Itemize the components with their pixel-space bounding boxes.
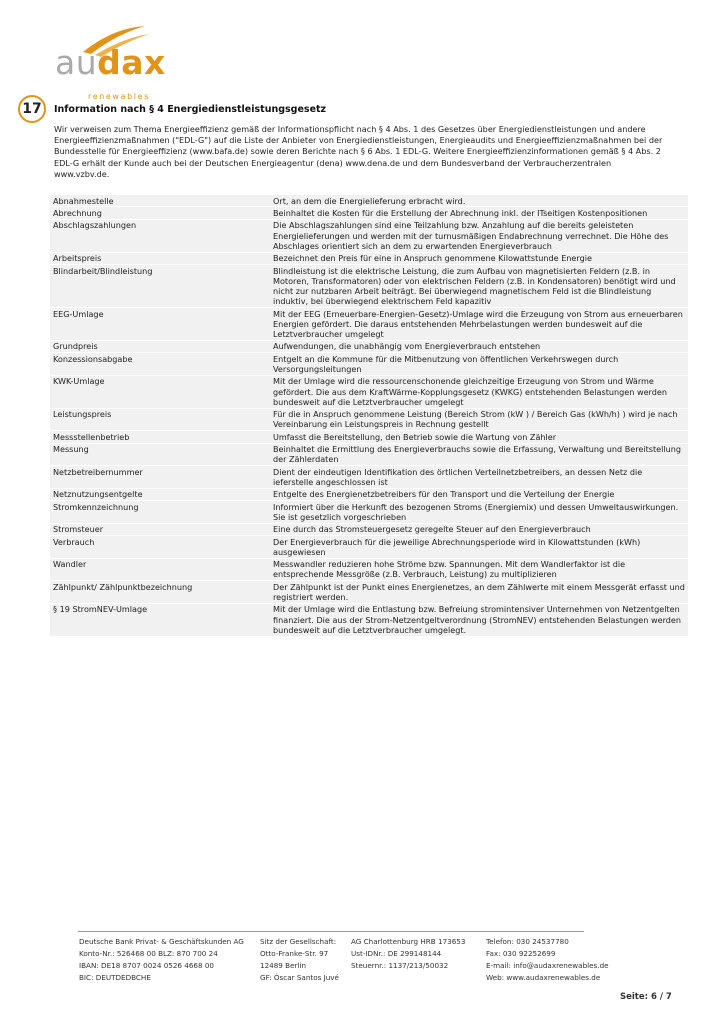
- glossary-definition: Entgelte des Energienetzbetreibers für den Transport und die Verteilung der Energie: [270, 488, 688, 500]
- glossary-row: [50, 340, 688, 352]
- glossary-term: Abnahmestelle: [50, 195, 270, 207]
- glossary-term: Netzbetreibernummer: [50, 466, 270, 489]
- footer-line: Konto-Nr.: 526468 00 BLZ: 870 700 24: [79, 949, 218, 958]
- footer-line: Steuernr.: 1137/213/50032: [351, 961, 449, 970]
- footer-line: Web: www.audaxrenewables.de: [486, 973, 601, 982]
- glossary-row: [50, 252, 688, 264]
- footer-line: Deutsche Bank Privat- & Geschäftskunden AG: [79, 937, 244, 946]
- glossary-row: [50, 195, 688, 207]
- glossary-term: Abrechnung: [50, 207, 270, 219]
- glossary-row: [50, 523, 688, 535]
- company-logo: [55, 22, 166, 101]
- glossary-definition: Der Zählpunkt ist der Punkt eines Energienetzes, an dem Zählwerte mit einem Messgerät erfasst und registriert werden.: [270, 581, 688, 604]
- glossary-term: Konzessionsabgabe: [50, 353, 270, 376]
- glossary-term: Stromkennzeichnung: [50, 501, 270, 524]
- glossary-definition: Beinhaltet die Ermittlung des Energieverbrauchs sowie die Erfassung, Verwaltung und Bereitstellung der Zählerdaten: [270, 443, 688, 466]
- glossary-table: [50, 195, 688, 636]
- footer-line: 12489 Berlin: [260, 961, 307, 970]
- glossary-row: [50, 536, 688, 559]
- glossary-definition: Für die in Anspruch genommene Leistung (Bereich Strom (kW ) / Bereich Gas (kWh/h) ) wird je nach Vereinbarung ein Leistungspreis in Rechnung gestellt: [270, 408, 688, 431]
- glossary-row: [50, 488, 688, 500]
- glossary-row: [50, 307, 688, 340]
- glossary-definition: Mit der EEG (Erneuerbare-Energien-Gesetz)-Umlage wird die Erzeugung von Strom aus erneuerbaren Energien gefördert. Die daraus entstehenden Mehrbelastungen werden bundesweit auf die Letztverbraucher umgelegt: [270, 307, 688, 340]
- glossary-row: [50, 375, 688, 408]
- glossary-term: Wandler: [50, 558, 270, 581]
- footer-line: IBAN: DE18 8707 0024 0526 4668 00: [79, 961, 215, 970]
- glossary-term: Grundpreis: [50, 340, 270, 352]
- glossary-term: Messung: [50, 443, 270, 466]
- glossary-term: Stromsteuer: [50, 523, 270, 535]
- footer-bank-details: [79, 936, 244, 984]
- glossary-row: [50, 207, 688, 219]
- footer-divider: [78, 931, 584, 932]
- glossary-definition: Blindleistung ist die elektrische Leistung, die zum Aufbau von magnetisierten Feldern (z.B. in Motoren, Transformatoren) oder von elektrischen Feldern (z.B. in Kondensatoren) benötigt wird und nicht zur nutzbaren Arbeit beiträgt. Bei überwiegend magnetischem Feld ist die Blindleistung induktiv, bei überwiegend elektrischem Feld kapazitiv: [270, 264, 688, 307]
- footer-line: BIC: DEUTDEDBCHE: [79, 973, 151, 982]
- glossary-term: EEG-Umlage: [50, 307, 270, 340]
- glossary-definition: Eine durch das Stromsteuergesetz geregelte Steuer auf den Energieverbrauch: [270, 523, 688, 535]
- glossary-row: [50, 443, 688, 466]
- section-title: Information nach § 4 Energiedienstleistungsgesetz: [54, 104, 327, 115]
- page-number: Seite: 6 / 7: [620, 992, 672, 1002]
- footer-line: Fax: 030 92252699: [486, 949, 556, 958]
- glossary-row: [50, 581, 688, 604]
- glossary-term: Blindarbeit/Blindleistung: [50, 264, 270, 307]
- glossary-row: [50, 558, 688, 581]
- glossary-term: KWK-Umlage: [50, 375, 270, 408]
- glossary-definition: Der Energieverbrauch für die jeweilige Abrechnungsperiode wird in Kilowattstunden (kWh) ausgewiesen: [270, 536, 688, 559]
- glossary-row: [50, 603, 688, 635]
- glossary-definition: Die Abschlagszahlungen sind eine Teilzahlung bzw. Anzahlung auf die bereits geleisteten Energielieferungen und werden mit der turnusmäßigen Endabrechnung verrechnet. Die Höhe des Abschlages orientiert sich an dem zu erwartenden Energieverbrauch: [270, 219, 688, 252]
- footer-line: E-mail: info@audaxrenewables.de: [486, 961, 609, 970]
- glossary-definition: Messwandler reduzieren hohe Ströme bzw. Spannungen. Mit dem Wandlerfaktor ist die entsprechende Messgröße (z.B. Verbrauch, Leistung) zu multiplizieren: [270, 558, 688, 581]
- footer-line: AG Charlottenburg HRB 173653: [351, 937, 466, 946]
- logo-tagline: renewables: [88, 92, 150, 101]
- glossary-row: [50, 219, 688, 252]
- glossary-term: Verbrauch: [50, 536, 270, 559]
- glossary-term: Arbeitspreis: [50, 252, 270, 264]
- glossary-definition: Mit der Umlage wird die Entlastung bzw. Befreiung stromintensiver Unternehmen von Netzentgelten finanziert. Die aus der Strom-Netzentgeltverordnung (StromNEV) entstehenden Belastungen werden bundesweit auf die Letztverbraucher umgelegt.: [270, 603, 688, 635]
- glossary-term: Abschlagszahlungen: [50, 219, 270, 252]
- glossary-row: [50, 466, 688, 489]
- glossary-definition: Umfasst die Bereitstellung, den Betrieb sowie die Wartung von Zähler: [270, 431, 688, 443]
- section-number-badge: 17: [18, 95, 46, 123]
- glossary-row: [50, 501, 688, 524]
- glossary-term: Zählpunkt/ Zählpunktbezeichnung: [50, 581, 270, 604]
- footer-line: Otto-Franke-Str. 97: [260, 949, 329, 958]
- glossary-row: [50, 431, 688, 443]
- logo-wordmark: audax: [55, 43, 166, 82]
- glossary-definition: Entgelt an die Kommune für die Mitbenutzung von öffentlichen Verkehrswegen durch Versorgungsleitungen: [270, 353, 688, 376]
- glossary-term: § 19 StromNEV-Umlage: [50, 603, 270, 635]
- glossary-term: Leistungspreis: [50, 408, 270, 431]
- footer-line: Ust-IDNr.: DE 299148144: [351, 949, 442, 958]
- footer-line: Telefon: 030 24537780: [486, 937, 569, 946]
- glossary-term: Netznutzungsentgelte: [50, 488, 270, 500]
- footer-company-seat: [260, 936, 339, 984]
- footer-line: Sitz der Gesellschaft:: [260, 937, 337, 946]
- intro-paragraph: Wir verweisen zum Thema Energieeffizienz gemäß der Informationspflicht nach § 4 Abs. 1 des Gesetzes über Energiedienstleistungen und andere Energieeffizienzmaßnahmen ("EDL-G") auf die Liste der Anbieter von Energiedienstleistungen, Energieaudits und Energieeffizienzmaßnahmen bei der Bundesstelle für Energieeffizienz (www.bafa.de) sowie deren Berichte nach § 6 Abs. 1 EDL-G. Weitere Energieeffizienzinformationen gemäß § 4 Abs. 2 EDL-G erhält der Kunde auch bei der Deutschen Energieagentur (dena) www.dena.de und dem Bundesverband der Verbraucherzentralen www.vzbv.de.: [54, 124, 663, 179]
- glossary-term: Messstellenbetrieb: [50, 431, 270, 443]
- glossary-row: [50, 353, 688, 376]
- glossary-definition: Ort, an dem die Energielieferung erbracht wird.: [270, 195, 688, 207]
- footer-registration: [351, 936, 465, 972]
- glossary-definition: Dient der eindeutigen Identifikation des örtlichen Verteilnetzbetreibers, an dessen Netz die ieferstelle angeschlossen ist: [270, 466, 688, 489]
- glossary-row: [50, 264, 688, 307]
- glossary-definition: Mit der Umlage wird die ressourcenschonende gleichzeitige Erzeugung von Strom und Wärme gefördert. Die aus dem KraftWärme-Kopplungsgesetz (KWKG) entstehenden Belastungen werden bundesweit auf die Letztverbraucher umgelegt: [270, 375, 688, 408]
- footer-contact: [486, 936, 609, 984]
- glossary-definition: Informiert über die Herkunft des bezogenen Stroms (Energiemix) und dessen Umweltauswirkungen. Sie ist gesetzlich vorgeschrieben: [270, 501, 688, 524]
- glossary-definition: Aufwendungen, die unabhängig vom Energieverbrauch entstehen: [270, 340, 688, 352]
- glossary-definition: Beinhaltet die Kosten für die Erstellung der Abrechnung inkl. der ITseitigen Kostenpositionen: [270, 207, 688, 219]
- footer-line: GF: Óscar Santos Juvé: [260, 973, 339, 982]
- glossary-row: [50, 408, 688, 431]
- glossary-definition: Bezeichnet den Preis für eine in Anspruch genommene Kilowattstunde Energie: [270, 252, 688, 264]
